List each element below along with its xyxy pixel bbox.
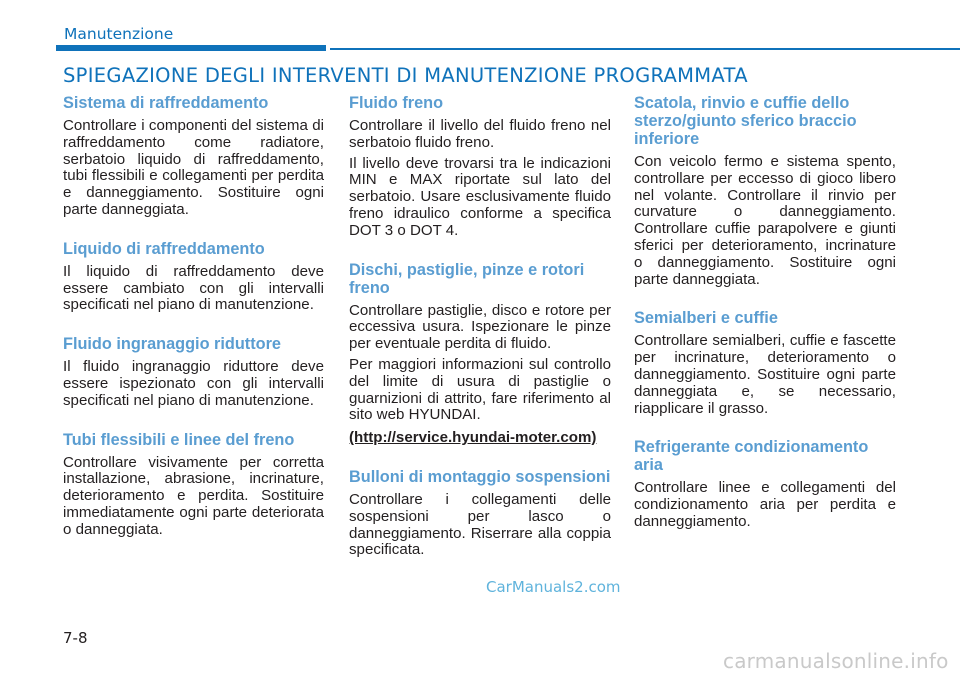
section-paragraph: Il liquido di raffreddamento deve essere cambiato con gli intervalli specificati nel piano di manutenzione.: [63, 262, 324, 314]
watermark-carmanuals2: CarManuals2.com: [486, 578, 621, 596]
section-block: [63, 431, 324, 539]
header-bar-thin: [330, 48, 960, 50]
page-title: SPIEGAZIONE DEGLI INTERVENTI DI MANUTENZIONE PROGRAMMATA: [63, 64, 748, 87]
section-paragraph: Il fluido ingranaggio riduttore deve essere ispezionato con gli intervalli specificati nel piano di manutenzione.: [63, 358, 324, 409]
section-paragraph: Il livello deve trovarsi tra le indicazioni MIN e MAX riportate sul lato del serbatoio. Usare esclusivamente fluido freno idraulico conforme a specifica DOT 3 o DOT 4.: [349, 154, 611, 239]
column-1: [63, 94, 324, 560]
column-2: [349, 94, 611, 580]
section-block: [63, 335, 324, 409]
header-bar-thick: [56, 45, 326, 51]
section-heading: Bulloni di montaggio sospensioni: [349, 467, 611, 486]
section-paragraph: Per maggiori informazioni sul controllo del limite di usura di pastiglie o guarnizioni di attrito, fare riferimento al sito web HYUNDAI.: [349, 355, 611, 424]
column-3: [634, 94, 896, 552]
section-heading: Dischi, pastiglie, pinze e rotori freno: [349, 260, 585, 297]
section-block: [634, 309, 896, 417]
section-label: Manutenzione: [64, 25, 174, 43]
section-paragraph: Controllare i collegamenti delle sospensioni per lasco o danneggiamento. Riserrare alla coppia specificata.: [349, 490, 611, 559]
section-paragraph: Controllare i componenti del sistema di raffreddamento come radiatore, serbatoio liquido di raffreddamento, tubi flessibili e collegamenti per perdita e danneggiamento. Sostituire ogni parte danneggiata.: [63, 117, 324, 218]
section-paragraph: Controllare il livello del fluido freno nel serbatoio fluido freno.: [349, 117, 611, 151]
section-heading: Scatola, rinvio e cuffie dello sterzo/giunto sferico braccio inferiore: [634, 94, 857, 148]
section-block: [349, 261, 611, 447]
section-heading: Tubi flessibili e linee del freno: [63, 430, 295, 449]
section-block: [634, 94, 896, 288]
section-block: [349, 94, 611, 240]
section-heading: Sistema di raffreddamento: [63, 94, 269, 112]
section-block: [349, 468, 611, 559]
section-block: [63, 240, 324, 314]
section-paragraph: Con veicolo fermo e sistema spento, controllare per eccesso di gioco libero nel volante. Controllare il rinvio per curvature o danneggiamento. Controllare cuffie parapolvere e giunti sferici per deterioramento, incrinature o danneggiamento. Sostituire ogni parte danneggiata.: [634, 153, 896, 288]
section-paragraph: Controllare semialberi, cuffie e fascette per incrinature, deterioramento o danneggiamento. Sostituire ogni parte danneggiata e, se necessario, riapplicare il grasso.: [634, 332, 896, 417]
watermark-carmanualsonline: carmanualsonline.info: [723, 649, 949, 673]
section-heading: Fluido ingranaggio riduttore: [63, 335, 281, 354]
section-heading: Refrigerante condizionamento aria: [634, 438, 869, 475]
section-paragraph: Controllare linee e collegamenti del condizionamento aria per perdita e danneggiamento.: [634, 479, 896, 530]
section-paragraph: Controllare visivamente per corretta installazione, abrasione, incrinature, deterioramento e perdita. Sostituire immediatamente ogni parte deteriorata o danneggiata.: [63, 453, 324, 538]
page-number: 7-8: [63, 629, 88, 647]
section-block: [63, 94, 324, 219]
section-paragraph: Controllare pastiglie, disco e rotore per eccessiva usura. Ispezionare le pinze per eventuale perdita di fluido.: [349, 301, 611, 353]
section-heading: Fluido freno: [349, 94, 444, 112]
section-heading: Semialberi e cuffie: [634, 309, 778, 328]
section-block: [634, 438, 896, 530]
service-website-link[interactable]: (http://service.hyundai-moter.com): [349, 429, 597, 447]
section-heading: Liquido di raffreddamento: [63, 239, 265, 258]
